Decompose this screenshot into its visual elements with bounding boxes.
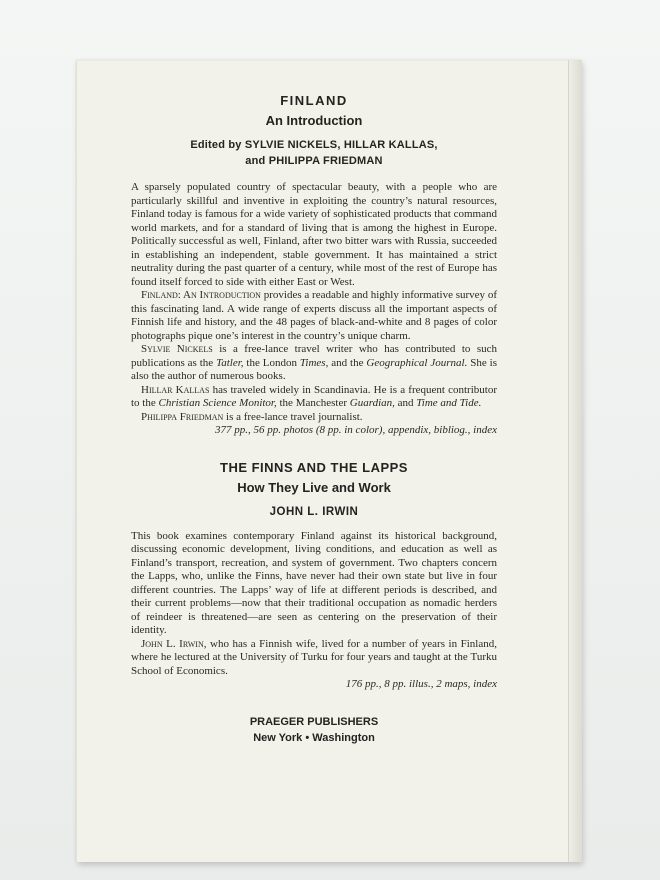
publisher-name: PRAEGER PUBLISHERS [249, 715, 379, 728]
bio-text: is a free-lance travel journalist. [223, 410, 363, 423]
publication-name: Time and Tide. [416, 397, 482, 409]
book1-description [131, 181, 497, 438]
book1-title-inline: Finland: An Introduction [141, 289, 261, 301]
publisher-place: New York • Washington [253, 731, 375, 744]
book1-paragraph-1: A sparsely populated country of spectacular beauty, with a people who are particularly skillful and inventive in exploiting the country’s natural resources, Finland today is famous for a wide variety of sophisticated products that command world markets, and for a standard of living that is among the highest in Europe. Politically successful as well, Finland, after two bitter wars with Russia, succeeded in establishing an independent, stable government. It has maintained a strict neutrality during the past quarter of a century, while most of the rest of Europe has found itself forced to side with either East or West. [131, 181, 497, 288]
bio-text: and the [328, 356, 367, 369]
publication-name: Christian Science Monitor, [158, 397, 277, 409]
publication-name: Times, [299, 356, 329, 369]
editors-line-2: and PHILIPPA FRIEDMAN [245, 155, 383, 167]
bio-name: Hillar Kallas [141, 383, 210, 396]
bio-text: the Manchester [276, 397, 350, 409]
bio-philippa-friedman [131, 411, 497, 425]
bio-hillar-kallas [131, 384, 497, 411]
book2-specs: 176 pp., 8 pp. illus., 2 maps, index [345, 678, 497, 690]
book1-title: FINLAND [280, 93, 348, 108]
paragraph-2-text: provides a readable and highly informative survey of this fascinating land. A wide range of experts discuss all the important aspects of Finnish life and history, and the 48 pages of black-and-white and 8 pages of color photographs pique one’s interest in the country’s unique charm. [131, 289, 498, 342]
bio-text: , who has a Finnish wife, lived for a number of years in Finland, where he lectured at the University of Turku for four years and taught at the Turku School of Economics. [131, 637, 497, 677]
book2-section [131, 459, 497, 692]
publication-name: Guardian, [349, 397, 395, 409]
book2-title: THE FINNS AND THE LAPPS [220, 459, 408, 475]
bio-john-irwin [131, 638, 497, 679]
bio-name: Philippa Friedman [141, 410, 224, 423]
bio-text: has traveled widely in Scandinavia. He is a frequent contributor to the [131, 383, 497, 409]
book1-specs: 377 pp., 56 pp. photos (8 pp. in color), appendix, bibliog., index [215, 424, 497, 436]
bio-text: the London [243, 356, 300, 369]
cover-text [131, 92, 497, 746]
bio-text: and [394, 397, 417, 409]
bio-text: is a free-lance travel writer who has contributed to such publications as the [131, 343, 498, 369]
bio-text: She is also the author of numerous books. [131, 356, 498, 382]
editors-line-1: Edited by SYLVIE NICKELS, HILLAR KALLAS, [190, 139, 438, 151]
book1-editors [131, 137, 497, 169]
publication-name: Geographical Journal. [366, 356, 468, 369]
publication-name: Tatler, [216, 356, 244, 369]
book2-paragraph-1: This book examines contemporary Finland against its historical background, discussing economic development, living conditions, and education as well as Finland’s transport, recreation, and system of government. Two chapters concern the Lapps, who, unlike the Finns, have never had their own state but live in four different countries. The Lapps’ way of life at different periods is described, and their current problems—now that their traditional occupation as nomadic herders of reindeer is threatened—are seen as centering on the preservation of their identity. [131, 529, 497, 636]
book1-subtitle: An Introduction [265, 113, 363, 128]
book2-subtitle: How They Live and Work [237, 479, 391, 495]
book1-paragraph-2 [131, 289, 497, 343]
bio-name: Sylvie Nickels [141, 343, 213, 355]
book2-author: JOHN L. IRWIN [269, 505, 359, 518]
cover-spine-edge [568, 60, 582, 862]
bio-name: John L. Irwin [141, 637, 204, 650]
bio-sylvie-nickels [131, 343, 497, 384]
book2-description [131, 530, 497, 692]
